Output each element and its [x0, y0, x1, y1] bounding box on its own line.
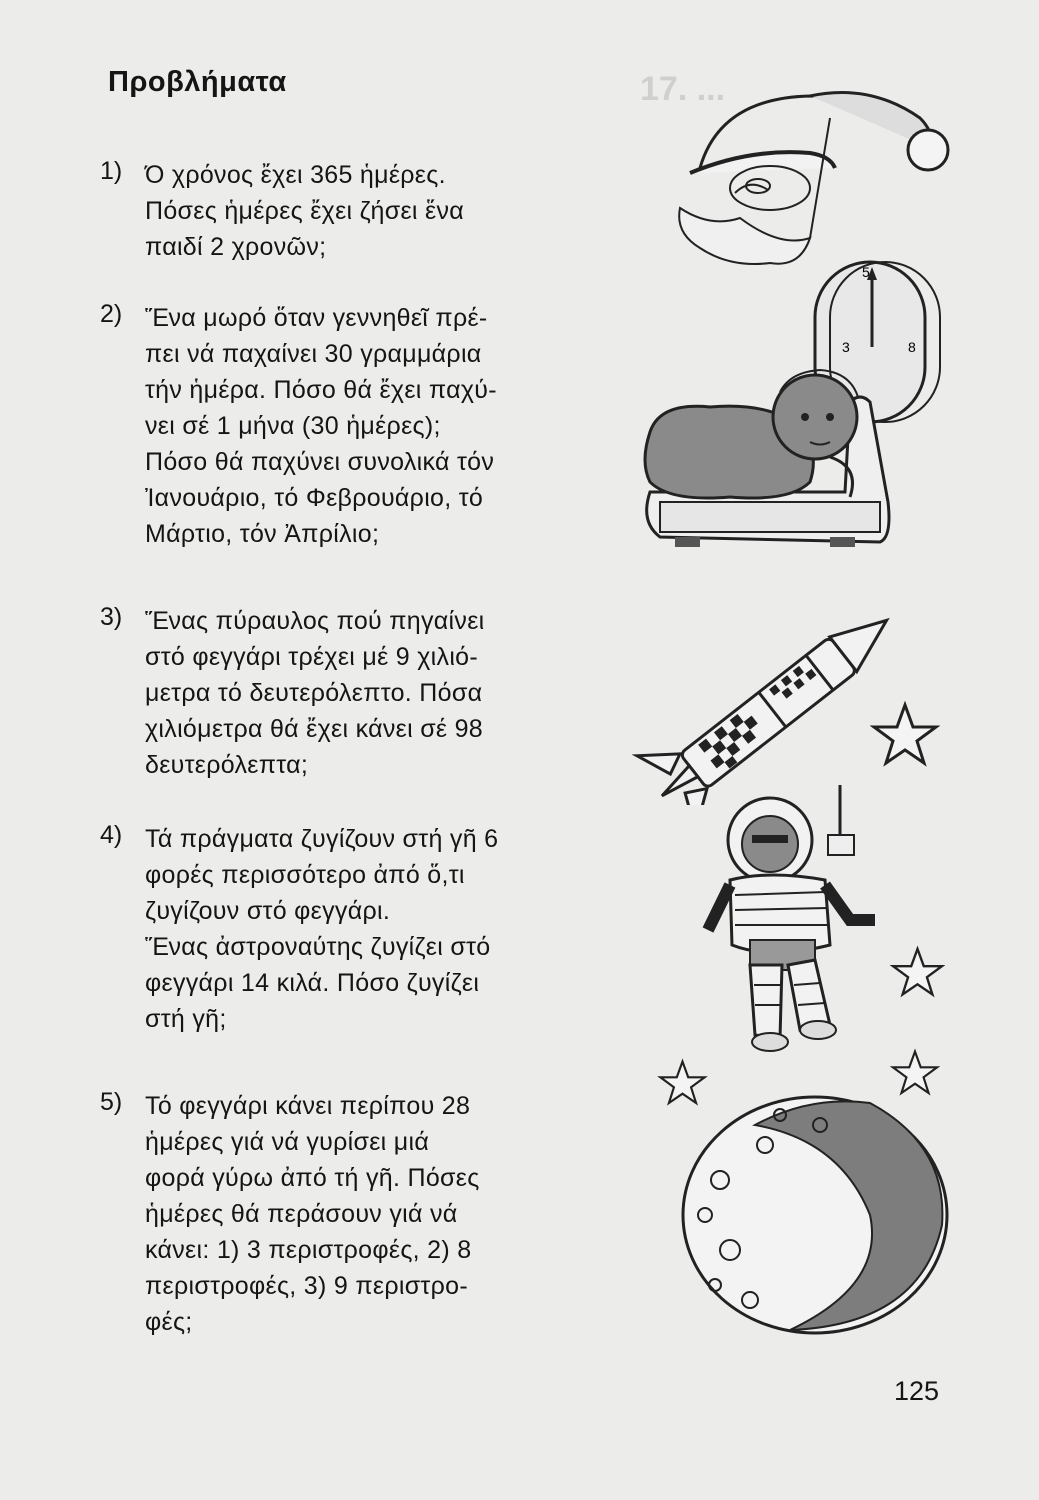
clock-mark: 5: [862, 264, 870, 280]
bleed-through-text: 17. ...: [640, 70, 726, 108]
problem-number: 2): [100, 300, 123, 328]
problem-number: 5): [100, 1088, 123, 1116]
problem-line: Τά πράγματα ζυγίζουν στή γῆ 6: [145, 825, 499, 853]
problem-number: 1): [100, 157, 123, 185]
problem-line: φεγγάρι 14 κιλά. Πόσο ζυγίζει: [145, 969, 480, 997]
problem-line: χιλιόμετρα θά ἔχει κάνει σέ 98: [145, 715, 484, 743]
problem-line: νει σέ 1 μήνα (30 ἡμέρες);: [145, 412, 441, 440]
problem-line: ζυγίζουν στό φεγγάρι.: [145, 897, 391, 925]
problem-line: φές;: [145, 1308, 193, 1336]
moon-icon: [670, 1085, 960, 1345]
problem-line: Ἕνας ἀστροναύτης ζυγίζει στό: [145, 933, 491, 961]
problem-line: Πόσο θά παχύνει συνολικά τόν: [145, 448, 495, 476]
problem-line: φορά γύρω ἀπό τή γῆ. Πόσες: [145, 1164, 480, 1192]
problem-line: μετρα τό δευτερόλεπτο. Πόσα: [145, 679, 483, 707]
star-icon: [870, 700, 940, 770]
problem-line: φορές περισσότερο ἀπό ὅ,τι: [145, 861, 465, 889]
santa-icon: [660, 78, 960, 278]
problem-number: 3): [100, 603, 123, 631]
page-title: Προβλήματα: [108, 66, 287, 98]
problem-line: Μάρτιο, τόν Ἀπρίλιο;: [145, 520, 380, 548]
problem-line: Ἕνα μωρό ὅταν γεννηθεῖ πρέ-: [145, 304, 488, 332]
problem-line: δευτερόλεπτα;: [145, 751, 309, 779]
problem-line: περιστροφές, 3) 9 περιστρο-: [145, 1272, 468, 1300]
problem-line: ἡμέρες γιά νά γυρίσει μιά: [145, 1128, 430, 1156]
astronaut-icon: [690, 780, 890, 1060]
problem-line: Πόσες ἡμέρες ἔχει ζήσει ἕνα: [145, 197, 465, 225]
baby-on-scale-icon: [630, 252, 950, 582]
problem-line: στή γῆ;: [145, 1005, 227, 1033]
problem-line: κάνει: 1) 3 περιστροφές, 2) 8: [145, 1236, 472, 1264]
problem-line: Ἕνας πύραυλος πού πηγαίνει: [145, 607, 485, 635]
problem-line: πει νά παχαίνει 30 γραμμάρια: [145, 340, 482, 368]
star-icon: [890, 945, 945, 1000]
problem-line: παιδί 2 χρονῶν;: [145, 233, 327, 261]
problem-number: 4): [100, 821, 123, 849]
page-number: 125: [893, 1376, 939, 1406]
problem-line: ἡμέρες θά περάσουν γιά νά: [145, 1200, 458, 1228]
clock-mark: 8: [908, 339, 916, 355]
problem-line: Ἰανουάριο, τό Φεβρουάριο, τό: [145, 484, 484, 512]
problem-line: τήν ἡμέρα. Πόσο θά ἔχει παχύ-: [145, 376, 497, 404]
clock-mark: 3: [842, 339, 850, 355]
problem-line: Τό φεγγάρι κάνει περίπου 28: [145, 1092, 471, 1120]
problem-line: Ό χρόνος ἔχει 365 ἡμέρες.: [145, 161, 446, 189]
problem-line: στό φεγγάρι τρέχει μέ 9 χιλιό-: [145, 643, 478, 671]
